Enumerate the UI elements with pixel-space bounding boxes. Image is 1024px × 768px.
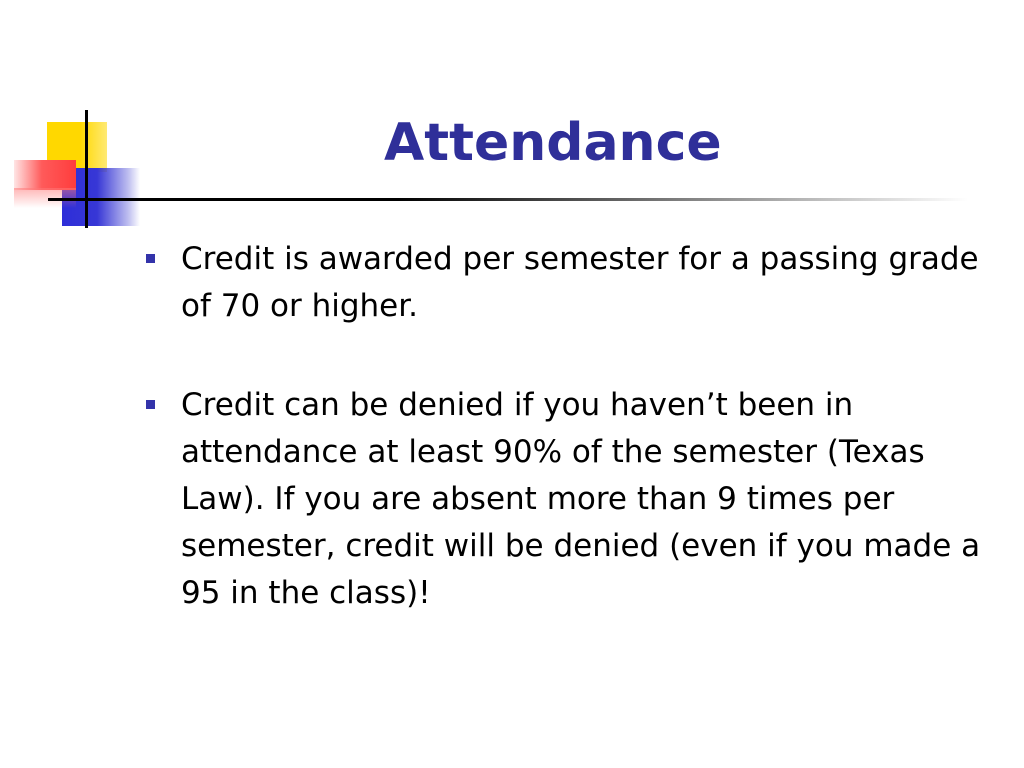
square-bullet-icon	[146, 400, 155, 409]
bullet-item	[142, 382, 1002, 617]
slide-title: Attendance	[384, 113, 722, 173]
bullet-text: Credit can be denied if you haven’t been in attendance at least 90% of the semester (Texas Law). If you are absent more than 9 times per semester, credit will be denied (even if you made a 95 in the class)!	[181, 387, 981, 611]
bullet-list	[142, 236, 1002, 669]
decorative-logo	[0, 0, 200, 240]
bullet-text: Credit is awarded per semester for a passing grade of 70 or higher.	[181, 241, 979, 324]
vertical-rule	[85, 110, 88, 228]
bullet-item	[142, 236, 1002, 330]
title-underline	[48, 198, 968, 201]
red-square	[14, 160, 76, 190]
square-bullet-icon	[146, 254, 155, 263]
